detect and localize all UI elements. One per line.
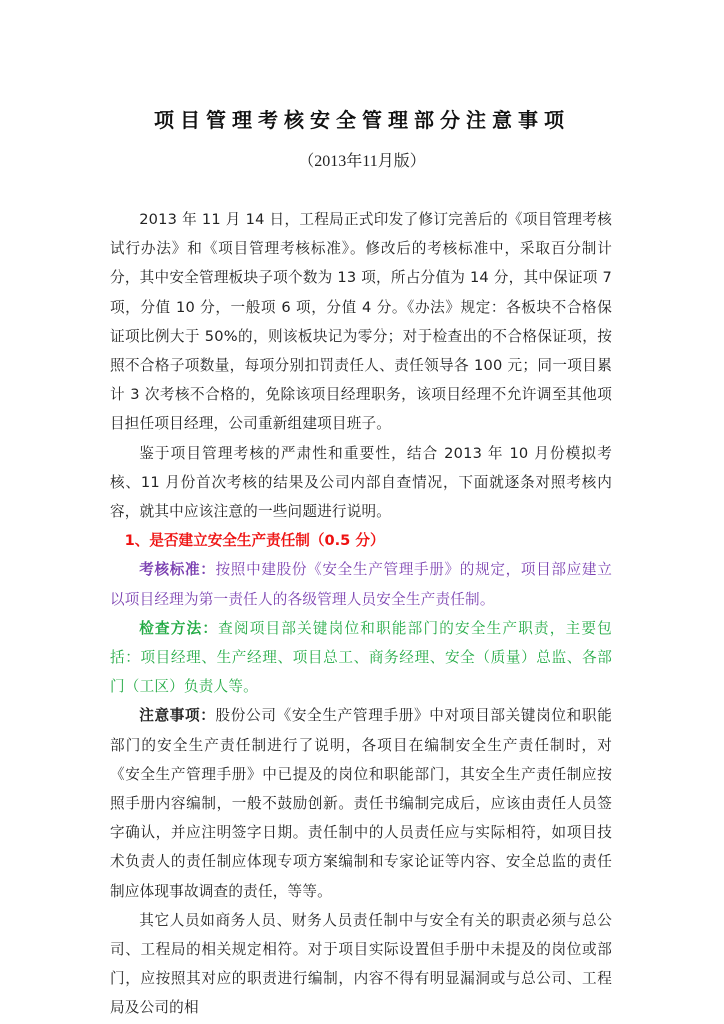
intro-paragraph: 2013 年 11 月 14 日，工程局正式印发了修订完善后的《项目管理考核试行办法》和《项目管理考核标准》。修改后的考核标准中，采取百分制计分，其中安全管理板块子项个数为 13 项，所占分值为 14 分，其中保证项 7 项，分值 10 分，一般项 6 项，分值 4 分。《办法》规定：各板块不合格保证项比例大于 50%的，则该板块记为零分；对于检查出的不合格保证项，按照不合格子项数量，每项分别扣罚责任人、责任领导各 100 元；同一项目累计 3 次考核不合格的，免除该项目经理职务，该项目经理不允许调至其他项目担任项目经理，公司重新组建项目班子。 <box>110 211 612 433</box>
notes-label: 注意事项： <box>139 707 216 725</box>
assessment-standard-text: 按照中建股份《安全生产管理手册》的规定，项目部应建立以项目经理为第一责任人的各级管理人员安全生产责任制。 <box>110 561 612 608</box>
inspection-method-paragraph <box>110 614 612 702</box>
inspection-method-label: 检查方法： <box>139 619 219 637</box>
document-title: 项目管理考核安全管理部分注意事项 <box>154 108 570 132</box>
notes-paragraph <box>110 701 612 905</box>
section-1-heading: 1、是否建立安全生产责任制（0.5 分） <box>124 532 385 550</box>
document-subtitle: （2013年11月版） <box>298 153 426 170</box>
assessment-standard-paragraph <box>110 555 612 613</box>
notes-text: 股份公司《安全生产管理手册》中对项目部关键岗位和职能部门的安全生产责任制进行了说明，各项目在编制安全生产责任制时，对《安全生产管理手册》中已提及的岗位和职能部门，其安全生产责任制应按照手册内容编制，一般不鼓励创新。责任书编制完成后，应该由责任人员签字确认，并应注明签字日期。责任制中的人员责任应与实际相符，如项目技术负责人的责任制应体现专项方案编制和专家论证等内容、安全总监的责任制应体现事故调查的责任，等等。 <box>110 707 612 900</box>
other-personnel-paragraph: 其它人员如商务人员、财务人员责任制中与安全有关的职责必须与总公司、工程局的相关规定相符。对于项目实际设置但手册中未提及的岗位或部门，应按照其对应的职责进行编制，内容不得有明显漏洞或与总公司、工程局及公司的相 <box>110 911 612 1017</box>
context-paragraph: 鉴于项目管理考核的严肃性和重要性，结合 2013 年 10 月份模拟考核、11 月份首次考核的结果及公司内部自查情况，下面就逐条对照考核内容，就其中应该注意的一些问题进行说明。 <box>110 444 612 521</box>
document-body <box>110 205 612 1023</box>
assessment-standard-label: 考核标准： <box>139 561 216 579</box>
inspection-method-text: 查阅项目部关键岗位和职能部门的安全生产职责，主要包括：项目经理、生产经理、项目总工、商务经理、安全（质量）总监、各部门（工区）负责人等。 <box>110 619 612 696</box>
